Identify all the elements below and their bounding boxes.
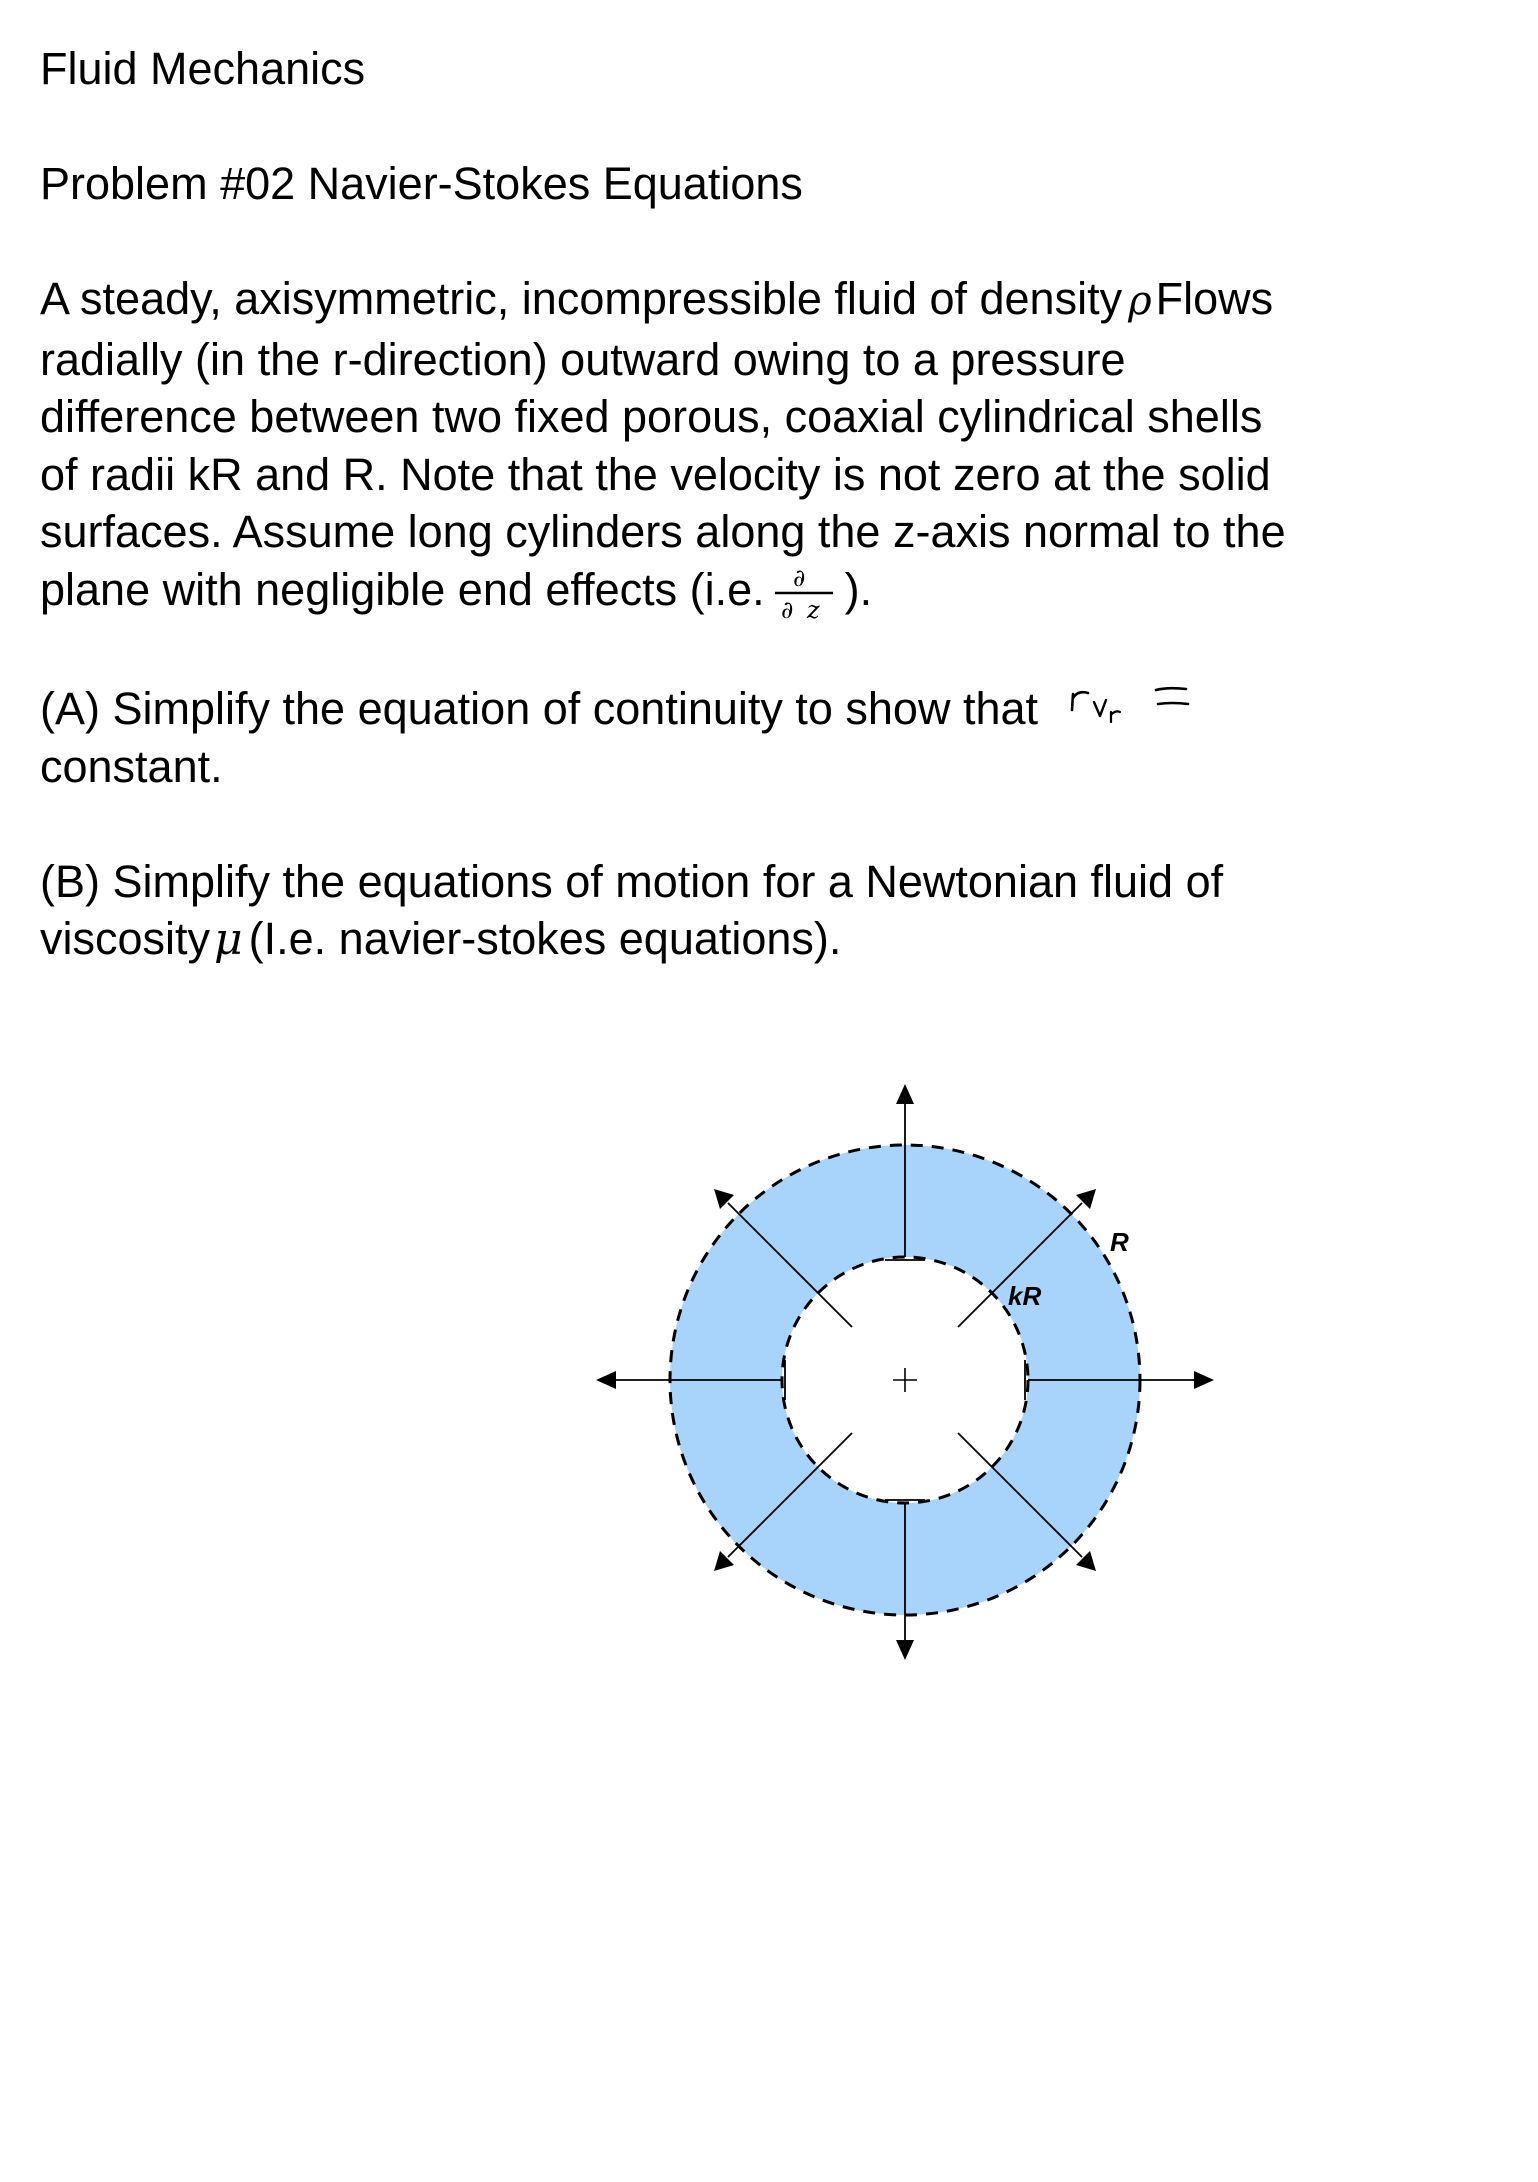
arrow-right-icon [1194, 1371, 1214, 1389]
problem-title: Problem #02 Navier-Stokes Equations [40, 158, 803, 209]
part-b-line-2b: (I.e. navier-stokes equations). [248, 913, 842, 964]
r-vr-equals-handwritten [1068, 684, 1198, 734]
coaxial-cylinders-figure [590, 1080, 1220, 1660]
z-variable: z [806, 595, 820, 624]
inner-radius-label: kR [1008, 1281, 1042, 1311]
statement-line-1a: A steady, axisymmetric, incompressible fluid of density [40, 273, 1123, 324]
partial-denominator: ∂ [780, 595, 794, 624]
statement-line-6a: plane with negligible end effects (i.e. [40, 563, 765, 615]
viscosity-symbol: μ [214, 914, 243, 965]
density-symbol: ρ [1128, 278, 1152, 324]
statement-line-2: radially (in the r-direction) outward owing to a pressure [40, 333, 1126, 385]
part-b-line-1: (B) Simplify the equations of motion for a Newtonian fluid of [40, 855, 1224, 907]
arrow-down-icon [896, 1640, 914, 1660]
problem-statement [40, 270, 1500, 623]
statement-line-6b: ). [844, 563, 873, 615]
partial-numerator: ∂ [792, 563, 806, 592]
arrow-left-icon [596, 1371, 616, 1389]
statement-line-1b: Flows [1155, 273, 1274, 324]
statement-line-4: of radii kR and R. Note that the velocity is not zero at the solid [40, 448, 1271, 500]
arrow-up-icon [896, 1084, 914, 1104]
handwritten-r [1072, 692, 1088, 710]
handwritten-v [1094, 700, 1106, 716]
cylinders-diagram [590, 1080, 1220, 1660]
handwritten-subscript-r [1111, 711, 1120, 722]
part-b-line-2a: viscosity [40, 913, 211, 964]
part-a-line-1: (A) Simplify the equation of continuity to show that [40, 683, 1039, 734]
statement-line-3: difference between two fixed porous, coaxial cylindrical shells [40, 391, 1263, 442]
course-title: Fluid Mechanics [40, 43, 366, 94]
document-page [40, 40, 1500, 969]
part-a [40, 680, 1500, 795]
part-b [40, 853, 1500, 969]
partial-derivative-fraction [775, 563, 845, 624]
statement-line-5: surfaces. Assume long cylinders along the z-axis normal to the [40, 506, 1286, 557]
part-a-line-2: constant. [40, 740, 223, 792]
outer-radius-label: R [1110, 1227, 1129, 1257]
handwritten-equals [1156, 688, 1188, 704]
